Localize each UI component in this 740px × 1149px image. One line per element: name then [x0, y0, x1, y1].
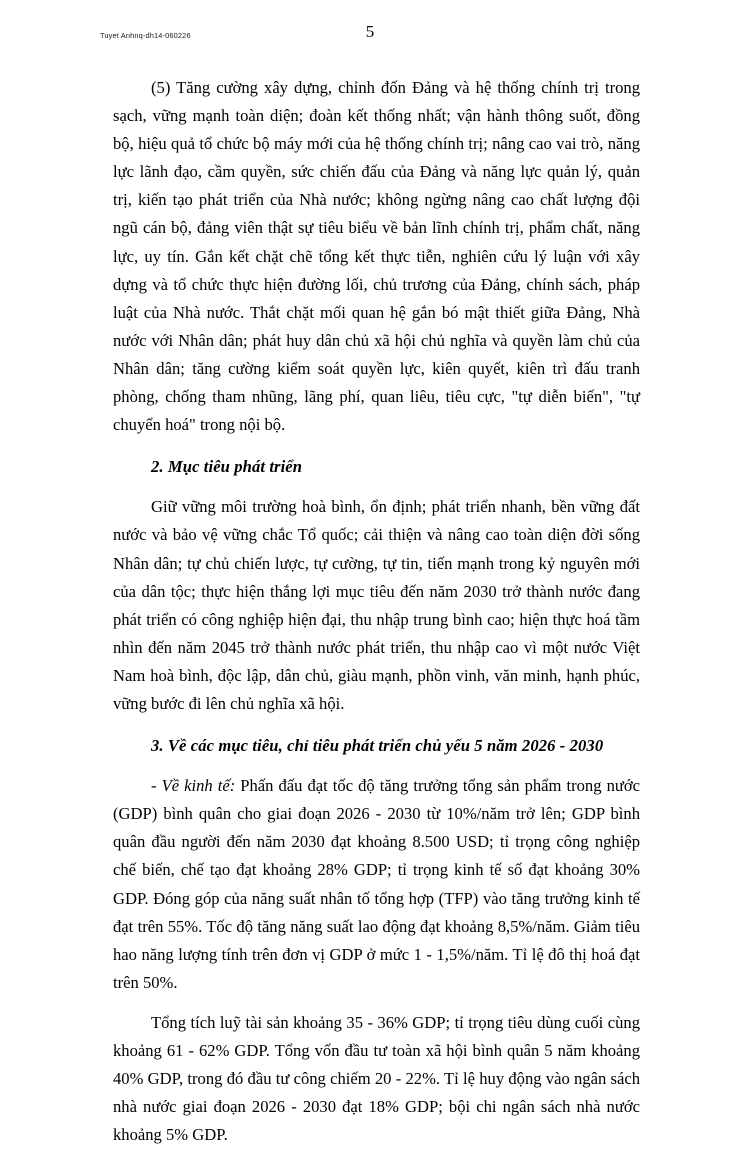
section-heading-3: 3. Về các mục tiêu, chỉ tiêu phát triển chủ yếu 5 năm 2026 - 2030	[151, 736, 604, 756]
section-heading-2: 2. Mục tiêu phát triển	[151, 457, 303, 477]
economy-label: - Về kinh tế:	[151, 776, 236, 796]
paragraph-economy	[113, 772, 640, 997]
page-header	[0, 0, 740, 62]
header-watermark-text: Tuyet Anhnq-dh14-060226	[100, 31, 191, 40]
page-number: 5	[365, 22, 375, 41]
paragraph-point-5: (5) Tăng cường xây dựng, chỉnh đốn Đảng và hệ thống chính trị trong sạch, vững mạnh toàn diện; đoàn kết thống nhất; vận hành thông suốt, đồng bộ, hiệu quả tổ chức bộ máy mới của hệ thống chính trị; nâng cao vai trò, năng lực lãnh đạo, cầm quyền, sức chiến đấu của Đảng và năng lực quản lý, quản trị, kiến tạo phát triển của Nhà nước; không ngừng nâng cao chất lượng đội ngũ cán bộ, đảng viên thật sự tiêu biểu về bản lĩnh chính trị, phẩm chất, năng lực, uy tín. Gắn kết chặt chẽ tổng kết thực tiễn, nghiên cứu lý luận với xây dựng và tổ chức thực hiện đường lối, chủ trương của Đảng, chính sách, pháp luật của Nhà nước. Thắt chặt mối quan hệ gắn bó mật thiết giữa Đảng, Nhà nước với Nhân dân; phát huy dân chủ xã hội chủ nghĩa và quyền làm chủ của Nhân dân; tăng cường kiểm soát quyền lực, kiên quyết, kiên trì đấu tranh phòng, chống tham nhũng, lãng phí, quan liêu, tiêu cực, "tự diễn biến", "tự chuyển hoá" trong nội bộ.	[113, 78, 640, 435]
economy-text: Phấn đấu đạt tốc độ tăng trưởng tổng sản phẩm trong nước (GDP) bình quân cho giai đoạn 2026 - 2030 từ 10%/năm trở lên; GDP bình quân đầu người đến năm 2030 đạt khoảng 8.500 USD; tỉ trọng công nghiệp chế biến, chế tạo đạt khoảng 28% GDP; tỉ trọng kinh tế số đạt khoảng 30% GDP. Đóng góp của năng suất nhân tố tổng hợp (TFP) vào tăng trưởng kinh tế đạt trên 55%. Tốc độ tăng năng suất lao động đạt khoảng 8,5%/năm. Giảm tiêu hao năng lượng tính trên đơn vị GDP ở mức 1 - 1,5%/năm. Tỉ lệ đô thị hoá đạt trên 50%.	[113, 776, 640, 992]
paragraph-development-goals: Giữ vững môi trường hoà bình, ổn định; phát triển nhanh, bền vững đất nước và bảo vệ vững chắc Tổ quốc; cải thiện và nâng cao toàn diện đời sống Nhân dân; tự chủ chiến lược, tự cường, tự tin, tiến mạnh trong kỷ nguyên mới của dân tộc; thực hiện thắng lợi mục tiêu đến năm 2030 trở thành nước đang phát triển có công nghiệp hiện đại, thu nhập trung bình cao; hiện thực hoá tầm nhìn đến năm 2045 trở thành nước phát triển, thu nhập cao vì một nước Việt Nam hoà bình, độc lập, dân chủ, giàu mạnh, phồn vinh, văn minh, hạnh phúc, vững bước đi lên chủ nghĩa xã hội.	[113, 497, 640, 713]
document-body	[113, 74, 640, 1149]
paragraph-investment: Tổng tích luỹ tài sản khoảng 35 - 36% GDP; tỉ trọng tiêu dùng cuối cùng khoảng 61 - 62% GDP. Tổng vốn đầu tư toàn xã hội bình quân 5 năm khoảng 40% GDP, trong đó đầu tư công chiếm 20 - 22%. Tỉ lệ huy động vào ngân sách nhà nước giai đoạn 2026 - 2030 đạt 18% GDP; bội chi ngân sách nhà nước khoảng 5% GDP.	[113, 1012, 640, 1145]
